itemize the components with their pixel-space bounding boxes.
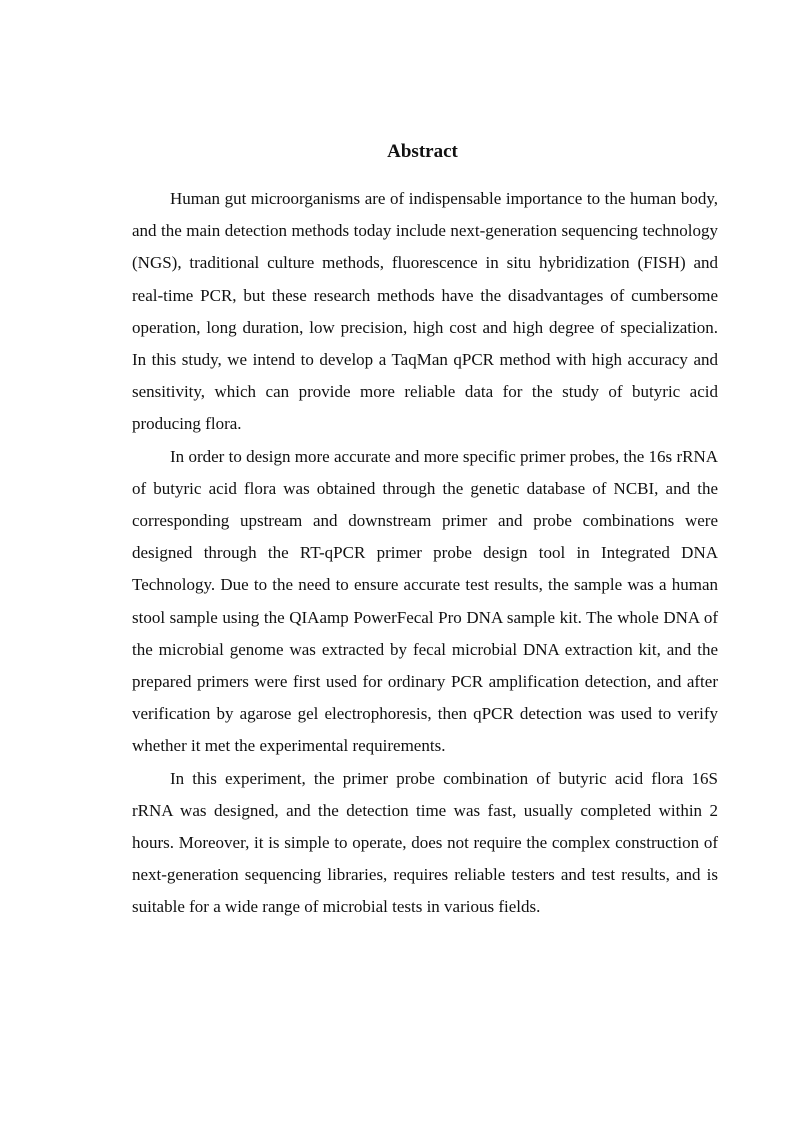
abstract-paragraph-3: In this experiment, the primer probe combination of butyric acid flora 16S rRNA was designed, and the detection time was fast, usually completed within 2 hours. Moreover, it is simple to operate, does not require the complex construction of next-generation sequencing libraries, requires reliable testers and test results, and is suitable for a wide range of microbial tests in various fields. (132, 768, 718, 917)
abstract-title: Abstract (387, 141, 458, 162)
abstract-paragraph-2: In order to design more accurate and more specific primer probes, the 16s rRNA of butyric acid flora was obtained through the genetic database of NCBI, and the corresponding upstream and downstream primer and probe combinations were designed through the RT-qPCR primer probe design tool in Integrated DNA Technology. Due to the need to ensure accurate test results, the sample was a human stool sample using the QIAamp PowerFecal Pro DNA sample kit. The whole DNA of the microbial genome was extracted by fecal microbial DNA extraction kit, and the prepared primers were first used for ordinary PCR amplification detection, and after verification by agarose gel electrophoresis, then qPCR detection was used to verify whether it met the experimental requirements. (132, 446, 718, 756)
abstract-paragraph-1: Human gut microorganisms are of indispensable importance to the human body, and the main detection methods today include next-generation sequencing technology (NGS), traditional culture methods, fluorescence in situ hybridization (FISH) and real-time PCR, but these research methods have the disadvantages of cumbersome operation, long duration, low precision, high cost and high degree of specialization. In this study, we intend to develop a TaqMan qPCR method with high accuracy and sensitivity, which can provide more reliable data for the study of butyric acid producing flora. (132, 189, 718, 434)
abstract-body (132, 183, 718, 924)
